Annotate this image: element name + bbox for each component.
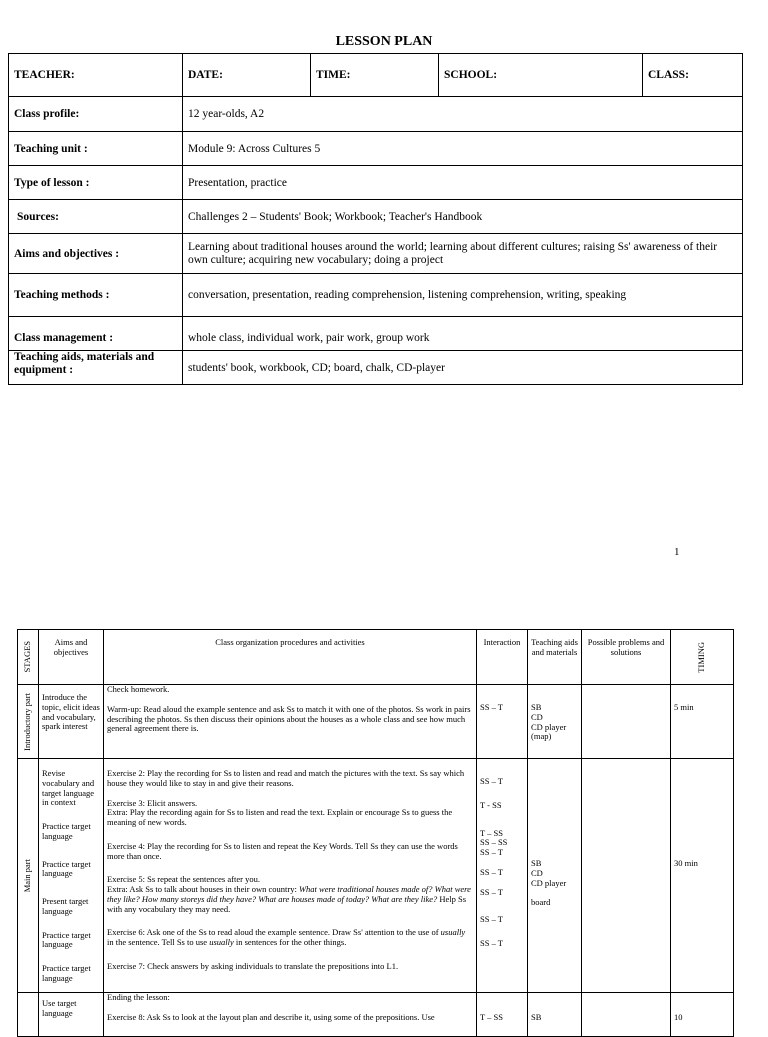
class-label: CLASS: <box>643 54 743 97</box>
info-row-label: Sources: <box>9 200 183 234</box>
problems-header: Possible problems and solutions <box>582 630 671 685</box>
aim-item: Use target <box>42 998 77 1008</box>
info-row-value: conversation, presentation, reading comprehension, listening comprehension, writing, speaking <box>183 274 743 317</box>
stage-cell-intro <box>18 685 39 759</box>
aim-item: Practice target language <box>42 963 91 983</box>
info-row <box>9 132 743 166</box>
info-row <box>9 317 743 351</box>
info-row <box>9 200 743 234</box>
interaction-item: T - SS <box>480 799 502 810</box>
main-aims <box>39 759 104 993</box>
intro-procedures <box>104 685 477 759</box>
exercise-7: Exercise 7: Check answers by asking individuals to translate the prepositions into L1. <box>107 960 399 971</box>
stages-header <box>18 630 39 685</box>
italic-word: usually <box>209 937 234 948</box>
text-span: Help Ss with any vocabulary they may need. <box>107 893 467 914</box>
intro-proc-2: Warm-up: Read aloud the example sentence and ask Ss to match it with one of the photos. Ss work in pairs describing the photos. Ss then discuss their opinions about the houses as a whole class and see how much general agreement there is. <box>107 703 471 734</box>
lesson-plan-table <box>8 53 743 385</box>
timing-header-text: TIMING <box>696 641 707 673</box>
stages-table <box>17 629 734 1037</box>
final-aims <box>39 993 104 1037</box>
main-procedures <box>104 759 477 993</box>
final-problems <box>582 993 671 1037</box>
aim-item: Revise vocabulary and target language in context <box>42 768 95 808</box>
spacer <box>480 811 524 829</box>
exercise-6 <box>107 928 473 948</box>
info-row-value: Module 9: Across Cultures 5 <box>183 132 743 166</box>
time-label: TIME: <box>311 54 439 97</box>
exercise-3-extra: Extra: Play the recording again for Ss to listen and read the text. Explain or encourage Ss to guess the meaning of new words. <box>107 807 453 828</box>
spacer <box>107 828 473 842</box>
exercise-4: Exercise 4: Play the recording for Ss to listen and repeat the Key Words. Tell Ss they can use the words more than once. <box>107 840 458 861</box>
exercise-3: Exercise 3: Elicit answers. <box>107 797 198 808</box>
aid-item: SB <box>531 858 542 868</box>
interaction-item: SS – T <box>480 776 503 786</box>
exercise-5: Exercise 5: Ss repeat the sentences after you. <box>107 874 260 885</box>
aid-item: board <box>531 897 551 908</box>
aid-item: CD player <box>531 721 567 732</box>
interaction-item: SS – SS <box>480 837 508 848</box>
italic-questions: What were traditional houses made of? What were they like? How many storeys did they have? What are houses made of today? What are they like? <box>107 884 471 904</box>
info-row <box>9 166 743 200</box>
stage-row-intro <box>18 685 734 759</box>
intro-interaction: SS – T <box>477 685 528 759</box>
info-row-label: Class profile: <box>9 97 183 132</box>
spacer <box>480 925 524 939</box>
date-label: DATE: <box>183 54 311 97</box>
spacer <box>480 897 524 915</box>
info-row <box>9 97 743 132</box>
intro-aids <box>528 685 582 759</box>
spacer <box>42 879 100 897</box>
info-row-value: whole class, individual work, pair work, group work <box>183 317 743 351</box>
aim-item: Practice target language <box>42 929 91 950</box>
stages-header-text: STAGES <box>22 641 33 673</box>
info-row-value: Presentation, practice <box>183 166 743 200</box>
info-row-label: Aims and objectives : <box>9 234 183 274</box>
main-timing: 30 min <box>671 759 734 993</box>
stage-label-main: Main part <box>22 858 33 893</box>
info-row-label: Teaching unit : <box>9 132 183 166</box>
aids-header: Teaching aids and materials <box>528 630 582 685</box>
text-span: in the sentence. Tell Ss to use <box>107 937 210 948</box>
stage-cell-main <box>18 759 39 993</box>
intro-timing: 5 min <box>671 685 734 759</box>
stage-row-final <box>18 993 734 1037</box>
info-row-label: Type of lesson : <box>9 166 183 200</box>
exercise-2: Exercise 2: Play the recording for Ss to listen and read and match the pictures with the text. Ss say which house they would like to stay in and give their reasons. <box>107 768 465 788</box>
interaction-item: SS – T <box>480 886 503 897</box>
aid-item: SB <box>531 702 542 712</box>
spacer <box>107 948 473 962</box>
interaction-item: SS – T <box>480 866 503 877</box>
interaction-item: SS – T <box>480 914 503 925</box>
aid-item: CD <box>531 711 543 722</box>
school-label: SCHOOL: <box>439 54 643 97</box>
info-row-value: 12 year-olds, A2 <box>183 97 743 132</box>
final-proc-1: Ending the lesson: <box>107 992 170 1002</box>
teacher-label: TEACHER: <box>9 54 183 97</box>
main-interaction <box>477 759 528 993</box>
stage-cell-final <box>18 993 39 1037</box>
aim-item: Practice target language <box>42 821 91 841</box>
spacer <box>42 842 100 860</box>
info-row-label: Class management : <box>9 317 183 351</box>
stage-label-intro: Introductory part <box>22 692 33 751</box>
main-aids <box>528 759 582 993</box>
info-row-value: Learning about traditional houses around the world; learning about different cultures; raising Ss' awareness of their own culture; acquiring new vocabulary; doing a project <box>183 234 743 274</box>
intro-problems <box>582 685 671 759</box>
aims-header: Aims and objectives <box>39 630 104 685</box>
spacer <box>107 914 473 928</box>
stage-row-main <box>18 759 734 993</box>
page-title: LESSON PLAN <box>335 34 433 49</box>
final-proc-2: Exercise 8: Ask Ss to look at the layout plan and describe it, using some of the prepositions. Use <box>107 1011 435 1022</box>
stages-header-row <box>18 630 734 685</box>
spacer <box>42 917 100 931</box>
interaction-item: SS – T <box>480 938 503 949</box>
timing-header <box>671 630 734 685</box>
info-row-label: Teaching methods : <box>9 274 183 317</box>
info-row-value: students' book, workbook, CD; board, chalk, CD-player <box>183 351 743 385</box>
intro-proc-1: Check homework. <box>107 684 170 694</box>
info-row <box>9 234 743 274</box>
main-problems <box>582 759 671 993</box>
text-span: Extra: Ask Ss to talk about houses in their own country: <box>107 884 299 895</box>
text-span: in sentences for the other things. <box>233 937 347 948</box>
spacer <box>480 787 524 801</box>
text-span: Exercise 6: Ask one of the Ss to read aloud the example sentence. Draw Ss' attention to the use of <box>107 927 441 938</box>
italic-word: usually <box>440 927 466 938</box>
spacer <box>107 861 473 875</box>
aim-item: language <box>42 1007 73 1018</box>
aim-item: Present target language <box>42 896 89 916</box>
aid-item: CD player <box>531 877 567 888</box>
aim-item: Practice target language <box>42 858 91 879</box>
final-aids: SB <box>528 993 582 1037</box>
spacer <box>42 808 100 822</box>
final-timing: 10 <box>671 993 734 1037</box>
info-row <box>9 351 743 385</box>
exercise-5-extra <box>107 885 473 914</box>
interaction-header: Interaction <box>477 630 528 685</box>
header-row <box>9 54 743 97</box>
interaction-item: SS – T <box>480 847 503 858</box>
intro-aims: Introduce the topic, elicit ideas and vocabulary, spark interest <box>39 685 104 759</box>
spacer <box>42 950 100 964</box>
page-number: 1 <box>674 546 680 558</box>
interaction-item: T – SS <box>480 827 503 838</box>
aid-item: (map) <box>531 731 552 742</box>
info-row <box>9 274 743 317</box>
final-interaction: T – SS <box>477 993 528 1037</box>
final-procedures <box>104 993 477 1037</box>
aid-item: CD <box>531 867 543 878</box>
info-row-label: Teaching aids, materials and equipment : <box>9 351 183 385</box>
info-row-value: Challenges 2 – Students' Book; Workbook; Teacher's Handbook <box>183 200 743 234</box>
procedures-header: Class organization procedures and activities <box>104 630 477 685</box>
